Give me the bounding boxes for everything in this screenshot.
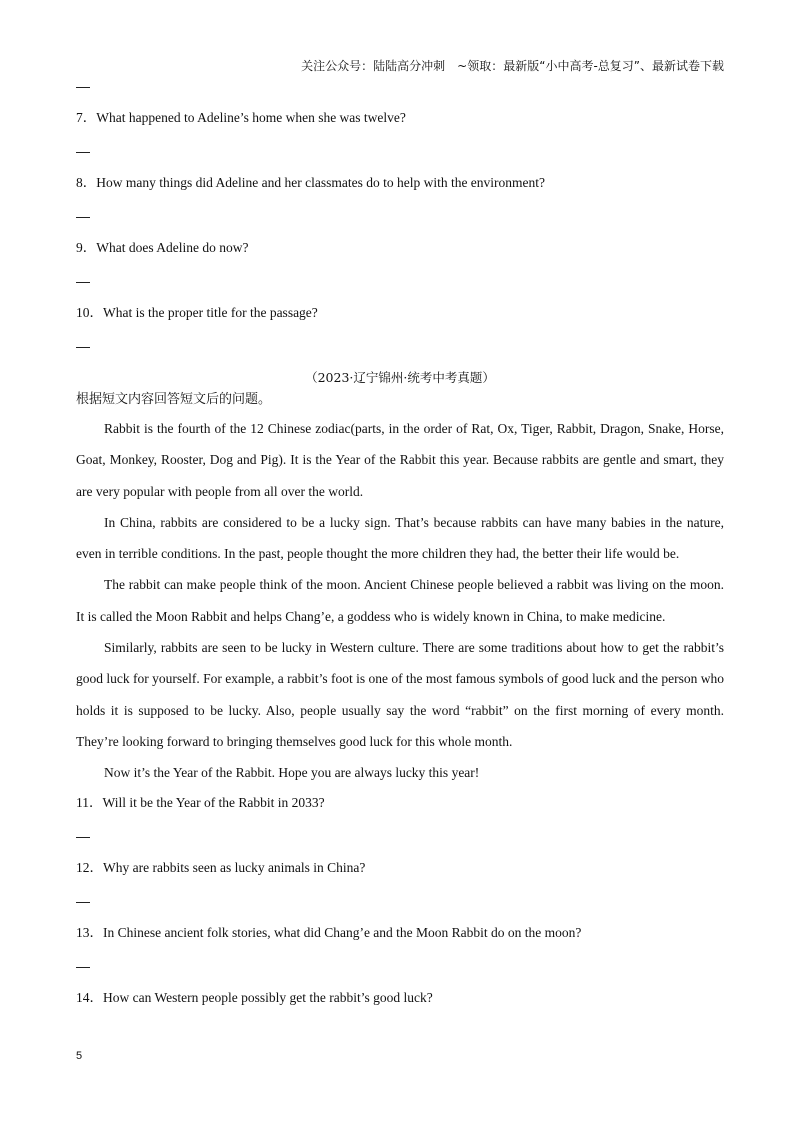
page-number: 5 [76,1050,83,1062]
question-14: 14．How can Western people possibly get the rabbit’s good luck? [76,989,433,1005]
question-7: 7．What happened to Adeline’s home when she was twelve? [76,110,406,125]
worksheet-content [76,83,724,1006]
question-9: 9．What does Adeline do now? [76,240,249,255]
answer-line [76,148,724,158]
question-10: 10．What is the proper title for the passage? [76,305,318,320]
passage-paragraph: In China, rabbits are considered to be a lucky sign. That’s because rabbits can have many babies in the nature, even in terrible conditions. In the past, people thought the more children they had, the better their life would be. [76,514,724,562]
passage-paragraph: Now it’s the Year of the Rabbit. Hope you are always lucky this year! [104,765,480,781]
question-13: 13．In Chinese ancient folk stories, what did Chang’e and the Moon Rabbit do on the moon? [76,924,582,940]
question-12: 12．Why are rabbits seen as lucky animals in China? [76,859,366,875]
page-header: 关注公众号：陆陆高分冲刺 ~领取：最新版“小中高考-总复习”、最新试卷下载 [301,59,724,73]
instruction: 根据短文内容回答短文后的问题。 [76,392,272,407]
question-8: 8．How many things did Adeline and her classmates do to help with the environment? [76,175,546,190]
answer-line [76,833,724,843]
passage-paragraph: Similarly, rabbits are seen to be lucky in Western culture. There are some traditions about how to get the rabbit’s good luck for yourself. For example, a rabbit’s foot is one of the most famous symbols of good luck and the person who holds it is supposed to be lucky. Also, people usually say the word “rabbit” on the first morning of every month. They’re looking forward to bringing themselves good luck for this whole month. [76,640,724,749]
answer-line [76,278,724,288]
source-label: （2023·辽宁锦州·统考中考真题） [305,370,495,385]
question-11: 11．Will it be the Year of the Rabbit in 2033? [76,794,325,810]
answer-line [76,213,724,223]
passage-paragraph: Rabbit is the fourth of the 12 Chinese zodiac(parts, in the order of Rat, Ox, Tiger, Rabbit, Dragon, Snake, Horse, Goat, Monkey, Rooster, Dog and Pig). It is the Year of the Rabbit this year. Because rabbits are gentle and smart, they are very popular with people from all over the world. [76,421,724,499]
answer-line [76,898,724,908]
answer-line [76,963,724,973]
answer-line [76,343,724,353]
passage-paragraph: The rabbit can make people think of the moon. Ancient Chinese people believed a rabbit was living on the moon. It is called the Moon Rabbit and helps Chang’e, a goddess who is widely known in China, to make medicine. [76,577,724,624]
answer-line [76,83,724,93]
